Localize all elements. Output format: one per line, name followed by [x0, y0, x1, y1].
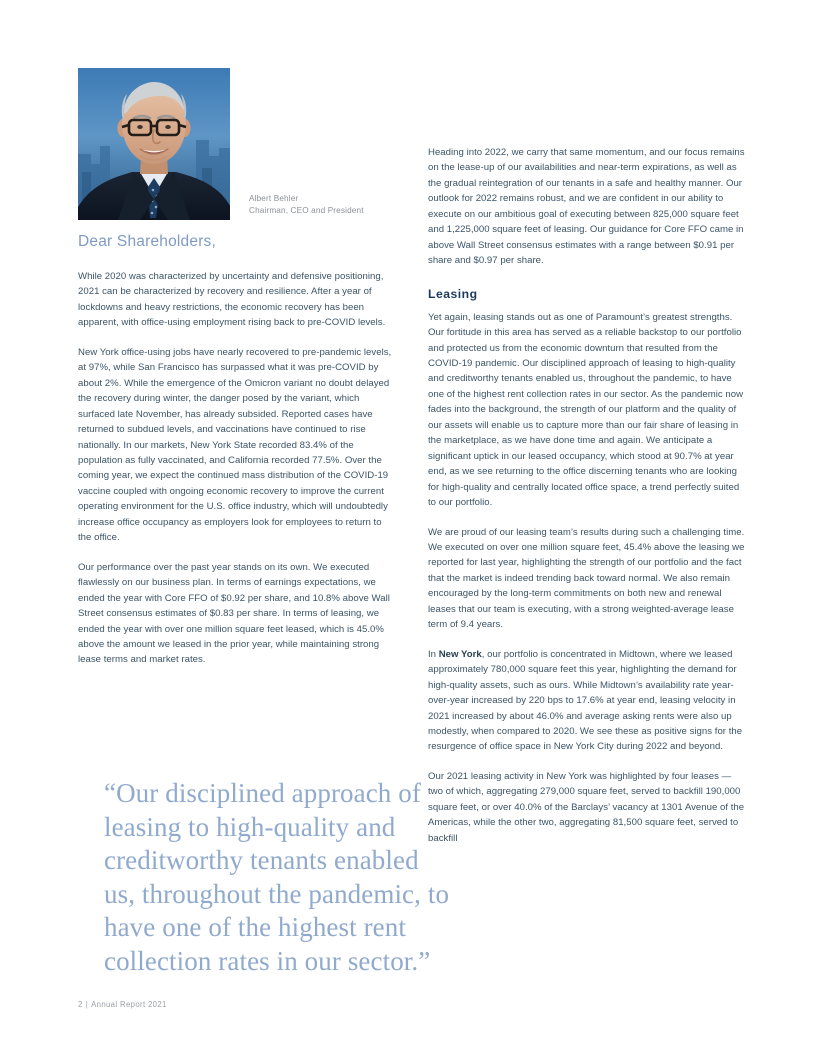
- ny-rest: , our portfolio is concentrated in Midtown, where we leased approximately 780,000 square feet this year, highlighting the demand for high-quality assets, such as ours. While Midtown’s availability rate year-over-year increased by 220 bps to 17.6% at year end, leasing velocity in 2021 increased by about 46.0% and average asking rents were also up modestly, when compared to 2020. We see these as positive signs for the resurgence of office space in New York City during 2022 and beyond.: [428, 648, 743, 753]
- salutation-heading: Dear Shareholders,: [78, 233, 217, 250]
- left-paragraph-1: While 2020 was characterized by uncertainty and defensive positioning, 2021 can be characterized by recovery and resilience. After a year of lockdowns and heavy restrictions, the economic recovery has been apparent, with office-using employment rising back to pre-COVID levels.: [78, 271, 386, 329]
- page-footer: [78, 1000, 167, 1009]
- footer-separator: |: [85, 1000, 89, 1009]
- left-paragraph-2: New York office-using jobs have nearly recovered to pre-pandemic levels, at 97%, while San Francisco has surpassed what it was pre-COVID by about 2%. While the emergence of the Omicron variant no doubt delayed the recovery during winter, the danger posed by the variant, which surfaced late November, has already subsided. Reported cases have returned to subdued levels, and vaccinations have continued to rise nationally. In our markets, New York State recorded 83.4% of the population as fully vaccinated, and California recorded 77.5%. Over the coming year, we expect the continued mass distribution of the COVID-19 vaccine coupled with ongoing economic recovery to improve the current operating environment for the U.S. office industry, which will undoubtedly increase office occupancy as employers look for employees to return to the office.: [78, 346, 392, 544]
- right-closing-paragraph: Our 2021 leasing activity in New York was highlighted by four leases — two of which, aggregating 279,000 square feet, served to backfill 190,000 square feet, or over 40.0% of the Barclays’ vacancy at 1301 Avenue of the Americas, while the other two, aggregating 81,500 square feet, served to backfill: [428, 770, 745, 844]
- right-paragraph-1: Yet again, leasing stands out as one of Paramount’s greatest strengths. Our fortitude in this area has served as a reliable backstop to our portfolio and protected us from the economic downturn that resulted from the COVID-19 pandemic. Our disciplined approach of leasing to high-quality and creditworthy tenants enabled us, throughout the pandemic, to have one of the highest rent collection rates in our sector. As the pandemic now fades into the background, the strength of our platform and the quality of our assets will enable us to capture more than our fair share of leasing in the marketplace, as we have done time and again. We anticipate a significant uptick in our leased occupancy, which stood at 90.7% at year end, as we see returning to the office discerning tenants who are looking for high-quality and centrally located office space, a trend perfectly suited to our portfolio.: [428, 311, 744, 509]
- footer-page-number: 2: [78, 1000, 83, 1009]
- right-paragraph-2: We are proud of our leasing team’s results during such a challenging time. We executed on over one million square feet, 45.4% above the leasing we reported for last year, highlighting the strength of our portfolio and the fact that the market is indeed trending back toward normal. We also remain encouraged by the long-term commitments on both new and renewal leases that our team is executing, with a strong weighted-average lease term of 9.4 years.: [428, 526, 745, 631]
- portrait-photo: [78, 68, 230, 220]
- right-column: [428, 145, 748, 846]
- left-column: [78, 232, 396, 668]
- portrait-caption: [249, 193, 409, 216]
- caption-name: Albert Behler: [249, 194, 299, 203]
- right-intro-paragraph: Heading into 2022, we carry that same momentum, and our focus remains on the lease-up of our availabilities and near-term expirations, as well as the gradual reintegration of our tenants in a safe and healthy manner. Our outlook for 2022 remains robust, and we are confident in our ability to execute on our ambitious goal of executing between 825,000 square feet and 1,225,000 square feet of leasing. Our guidance for Core FFO came in above Wall Street consensus estimates with a range between $0.91 per share and $0.97 per share.: [428, 147, 745, 267]
- section-heading-leasing: Leasing: [428, 286, 478, 301]
- footer-label: Annual Report 2021: [91, 1000, 167, 1009]
- left-paragraph-3: Our performance over the past year stands on its own. We executed flawlessly on our business plan. In terms of earnings expectations, we ended the year with Core FFO of $0.92 per share, and 10.8% above Wall Street consensus estimates of $0.83 per share. In terms of leasing, we ended the year with over one million square feet leased, which is 45.0% above the amount we leased in the prior year, while maintaining strong lease terms and market rates.: [78, 561, 390, 666]
- ny-market-name: New York: [438, 648, 482, 660]
- right-paragraph-new-york: [428, 647, 748, 755]
- pull-quote: “Our disciplined approach of leasing to high-quality and creditworthy tenants enabled us, throughout the pandemic, to have one of the highest rent collection rates in our sector.”: [104, 778, 450, 976]
- caption-role: Chairman, CEO and President: [249, 205, 364, 215]
- ny-lead-in: In: [428, 648, 439, 660]
